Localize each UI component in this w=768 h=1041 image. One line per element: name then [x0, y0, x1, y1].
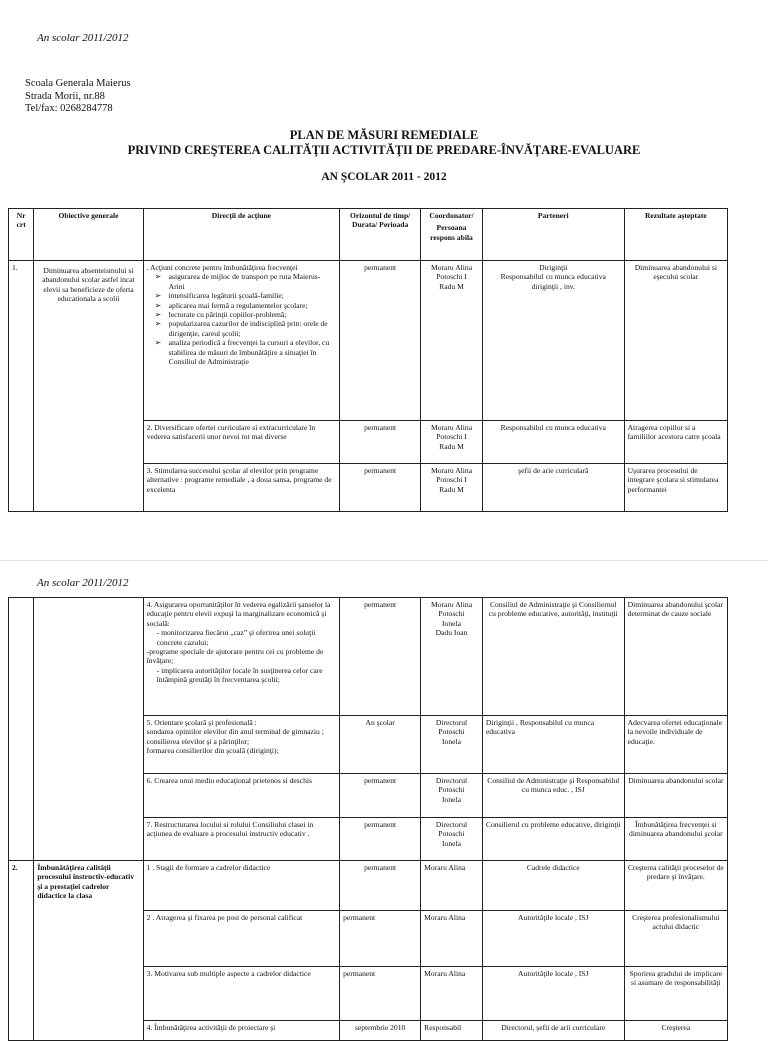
header-directions: Direcţii de acţiune	[143, 209, 339, 261]
coordinator-name: Directorul	[435, 776, 468, 785]
partners-cell: şefii de arie curriculară	[482, 464, 624, 512]
coordinator-cell	[421, 716, 483, 774]
school-name: Scoala Generala Maierus	[25, 78, 131, 89]
header-coordinator-sub: Persoana respons abila	[430, 223, 473, 242]
coordinator-name: Moraru Alina	[430, 466, 473, 475]
direction-cell	[143, 598, 339, 716]
direction-cell: 6. Crearea unui mediu educaţional prietenos si deschis	[143, 774, 339, 818]
partners-cell: Autorităţile locale , ISJ	[482, 967, 624, 1021]
coordinator-cell: Moraru Alina	[421, 861, 483, 911]
coordinator-name: Ionela	[442, 838, 461, 848]
result-cell: Creşterea	[624, 1021, 727, 1041]
objective-cell: Îmbunătăţirea calităţii procesului instructiv-educativ şi a prestaţiei cadrelor didactice la clasa	[34, 861, 143, 1041]
remedial-plan-table	[8, 208, 728, 512]
direction-line: 5. Orientare şcolară şi profesională :	[146, 718, 257, 727]
direction-intro: . Acţiuni concrete pentru îmbunătăţirea frecvenţei	[146, 263, 298, 272]
direction-cell: 2 . Atragerea şi fixarea pe post de personal calificat	[143, 911, 339, 967]
time-cell: permanent	[340, 464, 421, 512]
partner-line: Responsabilul cu munca educativa	[500, 272, 606, 282]
coordinator-name: Radu M	[439, 281, 464, 291]
header-partners: Parteneri	[482, 209, 624, 261]
coordinator-name: Directorul	[435, 718, 468, 727]
direction-cell	[143, 261, 339, 421]
direction-cell: 3. Stimularea succesului şcolar al elevilor prin programe alternative : programe remediale , a doua sansa, programe de excelenta	[143, 464, 339, 512]
time-cell: permanent	[340, 774, 421, 818]
time-cell: permanent	[340, 598, 421, 716]
coordinator-name: Potoschi I	[436, 272, 467, 282]
direction-cell: 7. Restructurarea locului si rolului Consiliului clasei in acţiunea de evaluare a procesului instructiv educativ .	[143, 818, 339, 861]
list-item: ➢ intensificarea legăturii şcoală-familie;	[169, 291, 336, 300]
objective-cell	[34, 598, 143, 861]
list-item: ➢ asigurarea de mijloc de transport pe ruta Maierus-Arini	[169, 272, 336, 291]
result-cell: Uşurarea procesului de integrare şcolara si stimularea performantei	[624, 464, 727, 512]
coordinator-name: Potoschi I	[436, 475, 467, 485]
list-item: ➢ lectorate cu părinţii copiilor-problemă;	[169, 310, 336, 319]
partner-line: Diriginţii	[539, 263, 568, 272]
direction-line: formarea consilierilor din şcoală (diriginţi);	[146, 746, 279, 756]
direction-bullet-list	[147, 272, 336, 366]
coordinator-name: Potoschi I	[436, 432, 467, 442]
coordinator-name: Potoschi	[438, 829, 465, 839]
partners-cell: Autorităţile locale , ISJ	[482, 911, 624, 967]
table-header-row	[9, 209, 728, 261]
document-subtitle: PRIVIND CREŞTEREA CALITĂŢII ACTIVITĂŢII DE PREDARE-ÎNVĂŢARE-EVALUARE	[127, 143, 641, 157]
list-item: - monitorizarea fiecărui „caz” şi oferirea unei soluţii concrete cazului;	[156, 628, 316, 647]
direction-cell: 1 . Stagii de formare a cadrelor didactice	[143, 861, 339, 911]
coordinator-name: Moraru Alina	[430, 600, 473, 609]
time-cell: permanent	[340, 818, 421, 861]
table-row	[9, 861, 728, 911]
list-item: -programe speciale de ajutorare pentru cei cu probleme de învăţare;	[146, 647, 324, 666]
partners-cell: Cadrele didactice	[482, 861, 624, 911]
result-cell: Diminuarea abandonului şcolar determinat de cauze sociale	[624, 598, 727, 716]
row-nr: 2.	[9, 861, 34, 1041]
coordinator-name: Potoschi	[438, 727, 465, 737]
direction-line: sondarea opiniilor elevilor din anul terminal de gimnaziu ;	[146, 727, 324, 737]
coordinator-cell	[421, 774, 483, 818]
result-cell: Adecvarea ofertei educaţionale la nevoile individuale de educaţie.	[624, 716, 727, 774]
coordinator-name: Potoschi	[438, 609, 465, 619]
partners-cell: Diriginţii , Responsabilul cu munca educativa	[482, 716, 624, 774]
coordinator-name: Radu M	[439, 484, 464, 494]
coordinator-name: Ionela	[442, 794, 461, 804]
direction-intro: 4. Asigurarea oportunităţilor în vederea egalizării şanselor la educaţie pentru elevii expuşi la marginalizare economică şi socială:	[146, 600, 331, 628]
list-item: ➢ aplicarea mai fermă a regulamentelor şcolare;	[169, 301, 336, 310]
row-nr: 1.	[9, 261, 34, 512]
school-year-title: AN ŞCOLAR 2011 - 2012	[321, 171, 447, 183]
time-cell: permanent	[340, 421, 421, 464]
coordinator-name: Moraru Alina	[430, 263, 473, 272]
time-cell: permanent	[340, 861, 421, 911]
list-item: ➢ popularizarea cazurilor de indisciplină prin: orele de dirigenţie, careul şcolii;	[169, 319, 336, 338]
header-timeframe: Orizontul de timp/ Durata/ Perioada	[340, 209, 421, 261]
result-cell: Îmbunătăţirea frecvenţei si diminuarea abandonului şcolar	[624, 818, 727, 861]
partners-cell: Directorul, şefii de arii curriculare	[482, 1021, 624, 1041]
table-row	[9, 261, 728, 421]
time-cell: permanent	[340, 261, 421, 421]
coordinator-name: Dadu Ioan	[435, 628, 468, 638]
coordinator-name: Moraru Alina	[430, 423, 473, 432]
result-cell: Sporirea gradului de implicare si asumare de responsabilităţi	[624, 967, 727, 1021]
coordinator-name: Directorul	[435, 820, 468, 829]
school-phone: Tel/fax: 0268284778	[25, 103, 113, 114]
time-cell: permanent	[340, 911, 421, 967]
partners-cell: Responsabilul cu munca educativa	[482, 421, 624, 464]
year-header: An scolar 2011/2012	[37, 32, 129, 44]
result-cell: Atragerea copiilor si a familiilor acestora catre şcoala	[624, 421, 727, 464]
list-item: ➢ analiza periodică a frecvenţei la cursuri a elevilor, cu stabilirea de măsuri de îmbunătăţire a situaţiei în Consiliul de Administraţie	[169, 338, 336, 366]
result-cell: Creşterea profesionalismului actului didactic	[624, 911, 727, 967]
header-nr: Nr crt	[9, 209, 34, 261]
table-row	[9, 598, 728, 716]
partners-cell	[482, 261, 624, 421]
result-cell: Diminuarea abandonului scolar	[624, 774, 727, 818]
result-cell: Creşterea calităţii proceselor de predare şi învăţare.	[624, 861, 727, 911]
time-cell: An şcolar	[340, 716, 421, 774]
result-cell: Diminuarea abandonului si eşecului scolar	[624, 261, 727, 421]
partners-cell: Consilierul cu probleme educative, diriginţii	[482, 818, 624, 861]
coordinator-name: Ionela	[442, 736, 461, 746]
remedial-plan-table-continued	[8, 597, 728, 1041]
coordinator-name: Radu M	[439, 441, 464, 451]
direction-cell: 4. Îmbunătăţirea activităţii de proiectare şi	[143, 1021, 339, 1041]
row-nr	[9, 598, 34, 861]
coordinator-cell: Moraru Alina	[421, 967, 483, 1021]
document-page-2	[0, 560, 768, 1032]
header-objectives: Obiective generale	[34, 209, 143, 261]
header-coordinator-label: Coordonator/	[429, 211, 474, 220]
partners-cell: Consiliul de Administraţie şi Consiliernul cu probleme educative, autorităţi, instituţii	[482, 598, 624, 716]
coordinator-cell	[421, 598, 483, 716]
coordinator-cell: Responsabil	[421, 1021, 483, 1041]
coordinator-cell	[421, 818, 483, 861]
document-title: PLAN DE MĂSURI REMEDIALE	[289, 128, 479, 142]
school-address-block	[25, 78, 131, 116]
coordinator-cell	[421, 261, 483, 421]
coordinator-name: Potoschi	[438, 785, 465, 795]
coordinator-cell: Moraru Alina	[421, 911, 483, 967]
header-coordinator	[421, 209, 483, 261]
objective-cell: Diminuarea absenteismului si abandonului scolar astfel incat elevii sa beneficieze de oferta educationala a scolii	[34, 261, 143, 512]
direction-cell: 2. Diversificare ofertei curriculare si extracurriculare în vederea satisfacerii unor nevoi tot mai diverse	[143, 421, 339, 464]
direction-cell	[143, 716, 339, 774]
coordinator-cell	[421, 421, 483, 464]
coordinator-cell	[421, 464, 483, 512]
year-header: An scolar 2011/2012	[37, 577, 129, 589]
school-street: Strada Morii, nr.88	[25, 90, 105, 102]
direction-cell: 3. Motivarea sub multiple aspecte a cadrelor didactice	[143, 967, 339, 1021]
partners-cell: Consiliul de Administraţie şi Responsabilul cu munca educ. , ISJ	[482, 774, 624, 818]
partner-line: diriginţii , inv.	[531, 281, 575, 291]
time-cell: septembrie 2010	[340, 1021, 421, 1041]
list-item: - implicarea autorităţilor locale în susţinerea celor care întâmpină greutăţi în frecventarea şcolii;	[156, 665, 323, 685]
direction-line: consilierea elevilor şi a părinţilor;	[146, 736, 250, 746]
coordinator-name: Ionela	[442, 618, 461, 628]
header-results: Rezultate aşteptate	[624, 209, 727, 261]
time-cell: permanent	[340, 967, 421, 1021]
